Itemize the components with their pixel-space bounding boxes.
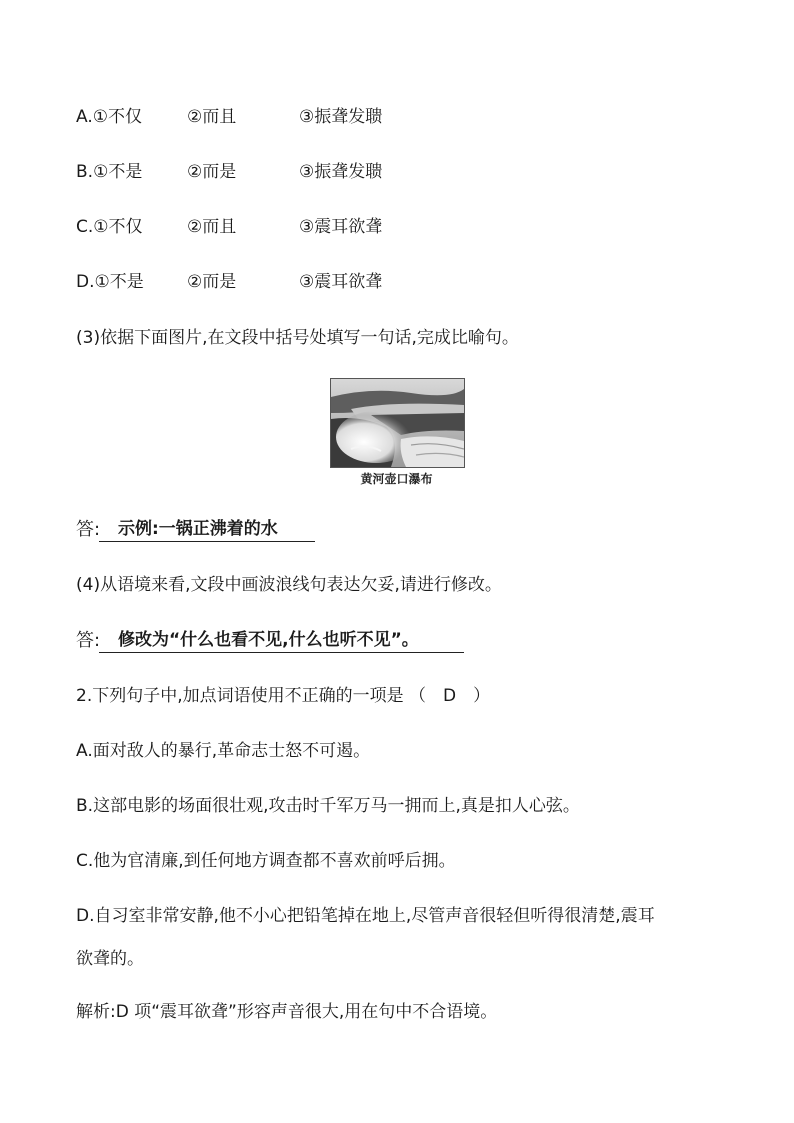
q2-option-c: C.他为官清廉,到任何地方调查都不喜欢前呼后拥。 (76, 851, 456, 871)
q2-analysis: 解析:D 项“震耳欲聋”形容声音很大,用在句中不合语境。 (76, 1002, 498, 1022)
q2-option-b: B.这部电影的场面很壮观,攻击时千军万马一拥而上,真是扣人心弦。 (76, 796, 580, 816)
q2-stem: 2.下列句子中,加点词语使用不正确的一项是 （ D ） (76, 686, 491, 706)
q2-option-d-continued: 欲聋的。 (76, 949, 144, 969)
waterfall-image (330, 378, 465, 468)
q3-prompt: (3)依据下面图片,在文段中括号处填写一句话,完成比喻句。 (76, 328, 519, 348)
q2-option-a: A.面对敌人的暴行,革命志士怒不可遏。 (76, 741, 371, 761)
q3-answer-label: 答: (76, 519, 101, 540)
q4-prompt: (4)从语境来看,文段中画波浪线句表达欠妥,请进行修改。 (76, 575, 502, 595)
q4-answer: 修改为“什么也看不见,什么也听不见”。 (99, 628, 464, 653)
image-caption: 黄河壶口瀑布 (360, 472, 433, 486)
q3-answer: 示例:一锅正沸着的水 (99, 517, 315, 542)
q4-answer-label: 答: (76, 630, 101, 651)
q2-option-d: D.自习室非常安静,他不小心把铅笔掉在地上,尽管声音很轻但听得很清楚,震耳 (76, 906, 655, 926)
